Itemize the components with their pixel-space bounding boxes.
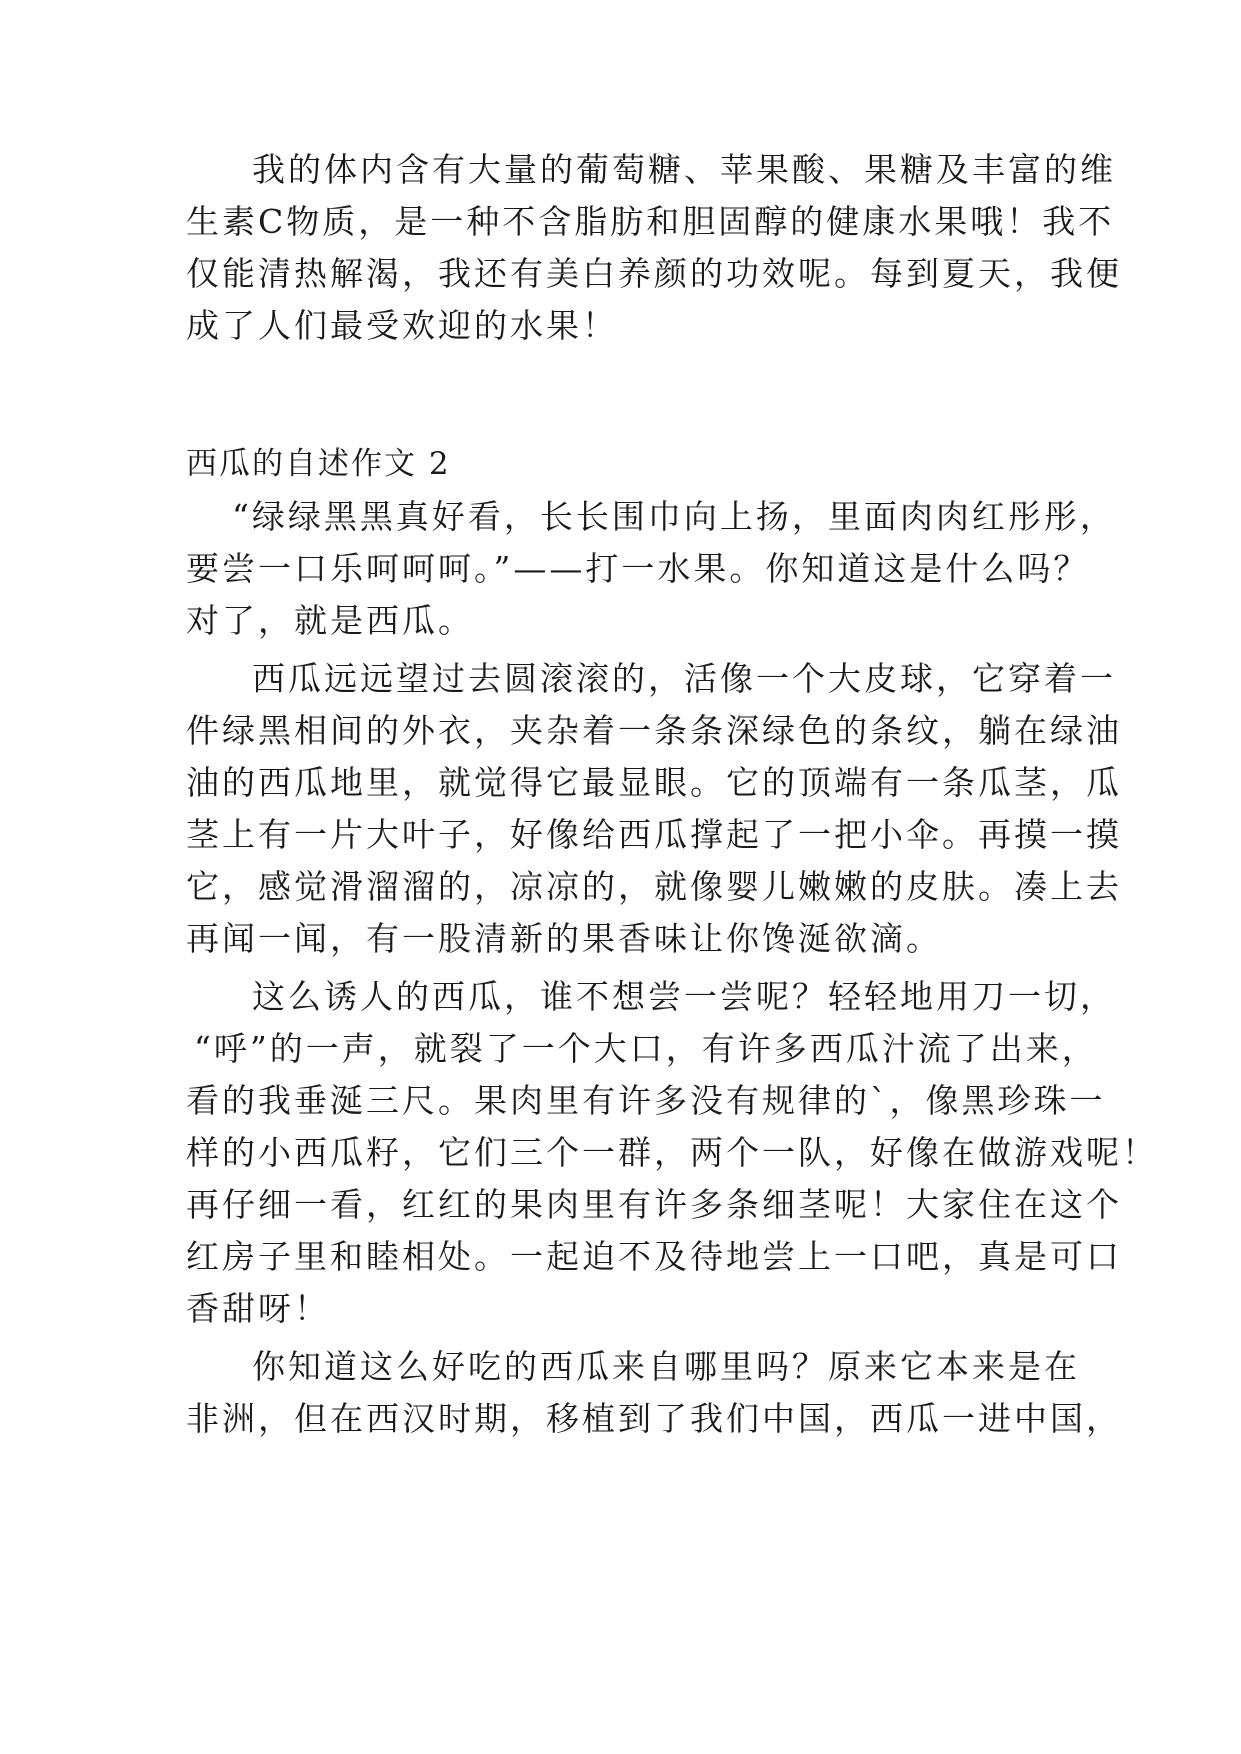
text-line: 成了人们最受欢迎的水果！ — [186, 306, 618, 345]
text-line: 茎上有一片大叶子，好像给西瓜撑起了一把小伞。再摸一摸 — [186, 815, 1122, 854]
text-line: 它，感觉滑溜溜的，凉凉的，就像婴儿嫩嫩的皮肤。凑上去 — [186, 867, 1122, 906]
text-line: 对了，就是西瓜。 — [186, 601, 474, 640]
text-line: 红房子里和睦相处。一起迫不及待地尝上一口吧，真是可口 — [186, 1237, 1122, 1276]
text-line: 我的体内含有大量的葡萄糖、苹果酸、果糖及丰富的维 — [252, 150, 1116, 189]
text-line: “绿绿黑黑真好看，长长围巾向上扬，里面肉肉红彤彤， — [232, 497, 1116, 536]
section-title: 西瓜的自述作文 2 — [186, 446, 451, 482]
text-line: 生素C物质，是一种不含脂肪和胆固醇的健康水果哦！我不 — [186, 202, 1115, 241]
text-line: 你知道这么好吃的西瓜来自哪里吗？原来它本来是在 — [252, 1347, 1080, 1386]
text-line: 再闻一闻，有一股清新的果香味让你馋涎欲滴。 — [186, 919, 942, 958]
text-line: 香甜呀！ — [186, 1289, 330, 1328]
text-line: “呼”的一声，就裂了一个大口，有许多西瓜汁流了出来， — [194, 1029, 1098, 1068]
text-line: 西瓜远远望过去圆滚滚的，活像一个大皮球，它穿着一 — [252, 659, 1116, 698]
text-line: 看的我垂涎三尺。果肉里有许多没有规律的`，像黑珍珠一 — [186, 1081, 1106, 1120]
text-line: 再仔细一看，红红的果肉里有许多条细茎呢！大家住在这个 — [186, 1185, 1122, 1224]
text-line: 非洲，但在西汉时期，移植到了我们中国，西瓜一进中国， — [186, 1399, 1122, 1438]
text-line: 样的小西瓜籽，它们三个一群，两个一队，好像在做游戏呢！ — [186, 1133, 1158, 1172]
text-line: 件绿黑相间的外衣，夹杂着一条条深绿色的条纹，躺在绿油 — [186, 711, 1122, 750]
text-line: 油的西瓜地里，就觉得它最显眼。它的顶端有一条瓜茎，瓜 — [186, 763, 1122, 802]
text-line: 仅能清热解渴，我还有美白养颜的功效呢。每到夏天，我便 — [186, 254, 1122, 293]
text-line: 要尝一口乐呵呵呵。”——打一水果。你知道这是什么吗？ — [186, 549, 1090, 588]
text-line: 这么诱人的西瓜，谁不想尝一尝呢？轻轻地用刀一切， — [252, 977, 1116, 1016]
